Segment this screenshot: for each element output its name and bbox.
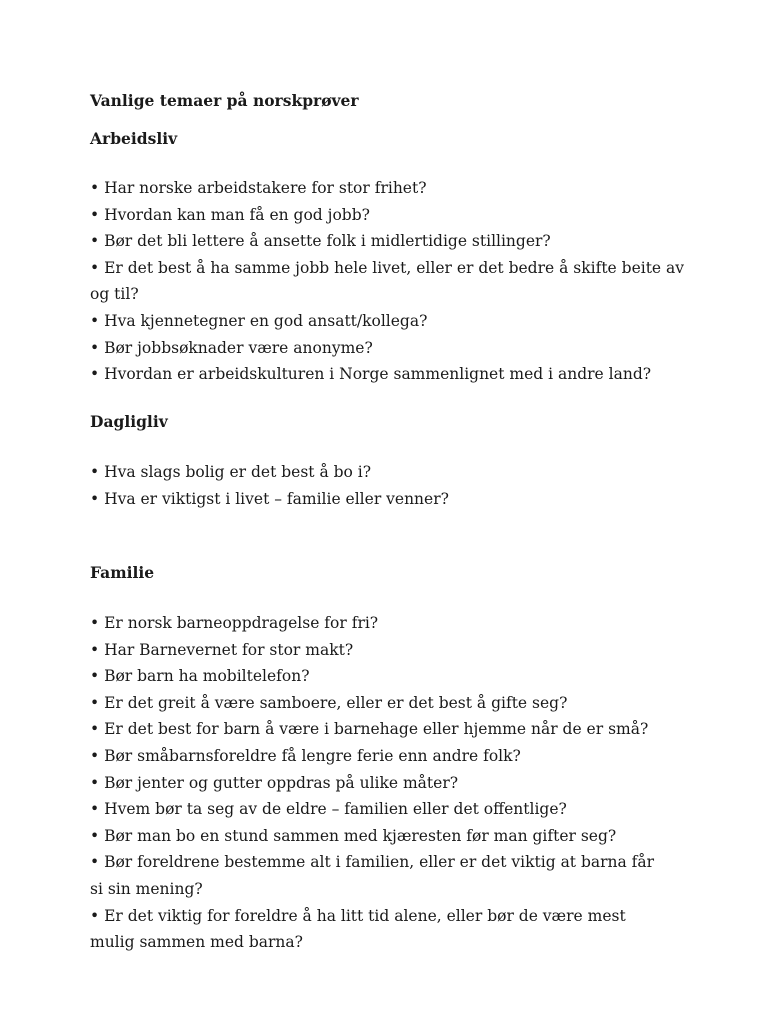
document-title: Vanlige temaer på norskprøver xyxy=(90,91,359,110)
list-item: • Er det greit å være samboere, eller er det best å gifte seg? xyxy=(90,693,568,712)
list-arbeidsliv xyxy=(90,175,690,388)
list-item: • Er det viktig for foreldre å ha litt tid alene, eller bør de være mest mulig sammen med barna? xyxy=(90,906,626,952)
list-dagligliv xyxy=(90,459,690,512)
list-item: • Hvem bør ta seg av de eldre – familien eller det offentlige? xyxy=(90,800,567,819)
list-familie xyxy=(90,610,670,956)
list-item: • Hvordan er arbeidskulturen i Norge sammenlignet med i andre land? xyxy=(90,365,652,384)
list-item: • Bør jenter og gutter oppdras på ulike måter? xyxy=(90,773,459,792)
section-heading-arbeidsliv: Arbeidsliv xyxy=(90,129,178,148)
list-item: • Er det best for barn å være i barnehage eller hjemme når de er små? xyxy=(90,720,649,739)
list-item: • Hvordan kan man få en god jobb? xyxy=(90,205,370,224)
list-item: • Bør det bli lettere å ansette folk i midlertidige stillinger? xyxy=(90,232,551,251)
list-item: • Har norske arbeidstakere for stor frihet? xyxy=(90,179,427,197)
list-item: • Er norsk barneoppdragelse for fri? xyxy=(90,614,379,632)
list-item: • Hva kjennetegner en god ansatt/kollega? xyxy=(90,311,428,330)
list-item: • Bør småbarnsforeldre få lengre ferie enn andre folk? xyxy=(90,746,521,765)
list-item: • Har Barnevernet for stor makt? xyxy=(90,640,354,659)
list-item: • Bør barn ha mobiltelefon? xyxy=(90,667,310,686)
section-heading-familie: Familie xyxy=(90,563,155,582)
section-heading-dagligliv: Dagligliv xyxy=(90,412,168,431)
list-item: • Er det best å ha samme jobb hele livet, eller er det bedre å skifte beite av og til? xyxy=(90,258,685,304)
list-item: • Bør foreldrene bestemme alt i familien, eller er det viktig at barna får si sin mening? xyxy=(90,853,655,898)
list-item: • Bør man bo en stund sammen med kjæresten før man gifter seg? xyxy=(90,826,617,845)
document-page xyxy=(90,90,690,952)
list-item: • Hva slags bolig er det best å bo i? xyxy=(90,463,372,481)
list-item: • Hva er viktigst i livet – familie eller venner? xyxy=(90,489,449,508)
list-item: • Bør jobbsøknader være anonyme? xyxy=(90,338,373,357)
